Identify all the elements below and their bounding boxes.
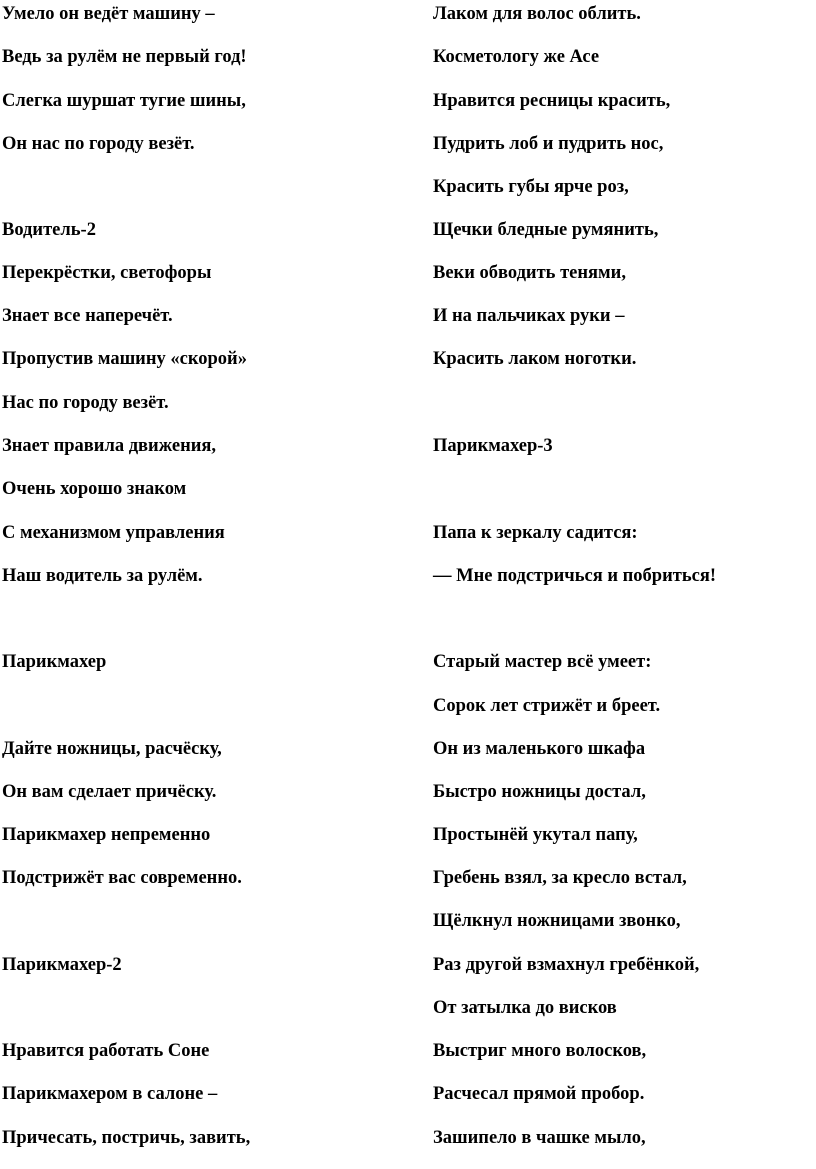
poem-line: Раз другой взмахнул гребёнкой, xyxy=(433,955,700,975)
poem-line: Он из маленького шкафа xyxy=(433,739,646,759)
poem-line: Дайте ножницы, расчёску, xyxy=(2,739,222,759)
poem-line: — Мне подстричься и побриться! xyxy=(433,566,716,586)
poem-line: Знает правила движения, xyxy=(2,436,217,456)
poem-line: От затылка до висков xyxy=(433,998,617,1018)
poem-line: Нравится ресницы красить, xyxy=(433,91,671,111)
poem-line: Он вам сделает причёску. xyxy=(2,782,217,802)
poem-line: Пудрить лоб и пудрить нос, xyxy=(433,134,664,154)
poem-line: Наш водитель за рулём. xyxy=(2,566,203,586)
poem-line: Знает все наперечёт. xyxy=(2,306,173,326)
poem-line: Парикмахером в салоне – xyxy=(2,1084,218,1104)
poem-line: Умело он ведёт машину – xyxy=(2,4,215,24)
poem-line: Сорок лет стрижёт и бреет. xyxy=(433,696,661,716)
poem-line: Щёлкнул ножницами звонко, xyxy=(433,911,681,931)
poem-line: Очень хорошо знаком xyxy=(2,479,187,499)
poem-line: Причесать, постричь, завить, xyxy=(2,1128,251,1148)
poem-line: Выстриг много волосков, xyxy=(433,1041,647,1061)
poem-line: Нас по городу везёт. xyxy=(2,393,169,413)
poem-line: Простынёй укутал папу, xyxy=(433,825,638,845)
poem-line: Красить губы ярче роз, xyxy=(433,177,629,197)
section-heading: Водитель-2 xyxy=(2,220,96,240)
poem-line: Перекрёстки, светофоры xyxy=(2,263,212,283)
poem-line: И на пальчиках руки – xyxy=(433,306,625,326)
poem-line: Гребень взял, за кресло встал, xyxy=(433,868,687,888)
poem-line: Парикмахер непременно xyxy=(2,825,211,845)
poem-line: Пропустив машину «скорой» xyxy=(2,349,247,369)
poem-line: С механизмом управления xyxy=(2,523,225,543)
section-heading: Парикмахер-2 xyxy=(2,955,122,975)
poem-line: Он нас по городу везёт. xyxy=(2,134,195,154)
section-heading: Парикмахер xyxy=(2,652,107,672)
poem-line: Нравится работать Соне xyxy=(2,1041,210,1061)
poem-line: Зашипело в чашке мыло, xyxy=(433,1128,646,1148)
poem-line: Косметологу же Асе xyxy=(433,47,600,67)
section-heading: Парикмахер-3 xyxy=(433,436,553,456)
poem-line: Слегка шуршат тугие шины, xyxy=(2,91,246,111)
poem-line: Быстро ножницы достал, xyxy=(433,782,646,802)
poem-line: Подстрижёт вас современно. xyxy=(2,868,242,888)
poem-line: Красить лаком ноготки. xyxy=(433,349,637,369)
poem-line: Щечки бледные румянить, xyxy=(433,220,659,240)
poem-line: Старый мастер всё умеет: xyxy=(433,652,652,672)
poem-line: Расчесал прямой пробор. xyxy=(433,1084,645,1104)
poem-line: Веки обводить тенями, xyxy=(433,263,626,283)
poem-line: Лаком для волос облить. xyxy=(433,4,641,24)
poem-line: Ведь за рулём не первый год! xyxy=(2,47,247,67)
poem-line: Папа к зеркалу садится: xyxy=(433,523,638,543)
